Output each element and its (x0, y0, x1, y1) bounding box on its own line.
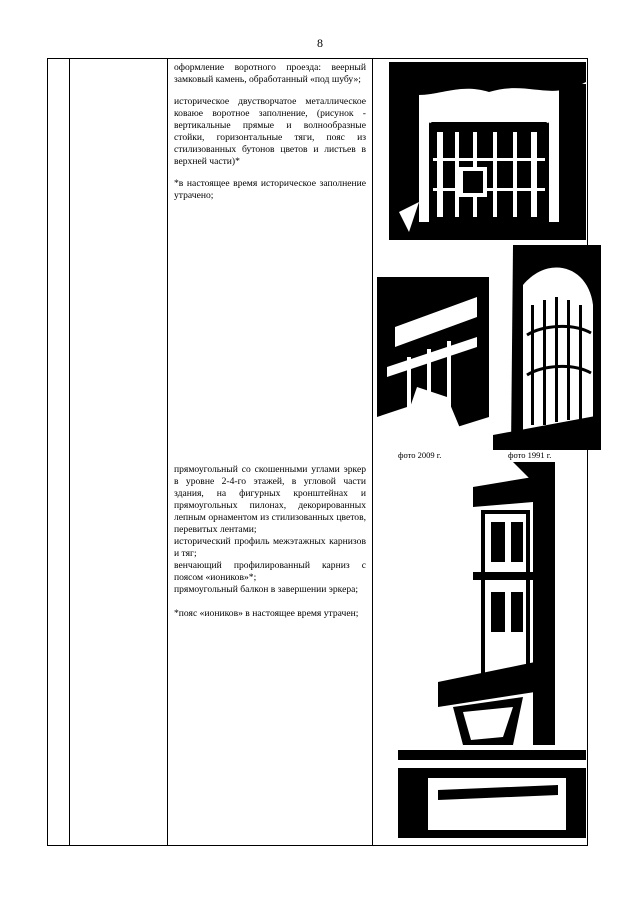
gate-photo (389, 62, 586, 240)
gate-lost-note: *в настоящее время историческое заполнение утрачено; (174, 178, 366, 201)
crowning-cornice-text: венчающий профилированный карниз с поясом «иоников»*; (174, 560, 366, 583)
oriel-photo (433, 462, 555, 745)
oriel-description (174, 464, 366, 620)
cornice-profile-text: исторический профиль межэтажных карнизов и тяг; (174, 536, 366, 559)
photo-caption-1991: фото 1991 г. (508, 450, 552, 460)
gate-photo-2009 (377, 277, 489, 445)
ionic-belt-note: *пояс «иоников» в настоящее время утрачен; (174, 608, 359, 619)
balcony-text: прямоугольный балкон в завершении эркера; (174, 584, 359, 595)
gate-description (174, 62, 366, 212)
page-number: 8 (317, 36, 323, 50)
gate-photo-1991 (493, 245, 601, 450)
cornice-photo (398, 750, 586, 838)
gate-fill-text: историческое двустворчатое металлическое коваюе воротное заполнение, (рисунок - вертикальные прямые и волнообразные стойки, горизонтальные тяги, пояс из стилизованных бутонов цветов и листьев в верхней части)* (174, 96, 366, 167)
column-divider (372, 59, 373, 845)
column-divider (69, 59, 70, 845)
column-divider (167, 59, 168, 845)
oriel-text: прямоугольный со скошенными углами эркер в уровне 2-4-го этажей, в угловой части здания, на фигурных кронштейнах и прямоугольных пилонах, декорированных лепным орнаментом из стилизованных цветов, перевитых лентами; (174, 464, 366, 535)
gate-passage-text: оформление воротного проезда: веерный замковый камень, обработанный «под шубу»; (174, 62, 366, 85)
photo-caption-2009: фото 2009 г. (398, 450, 442, 460)
